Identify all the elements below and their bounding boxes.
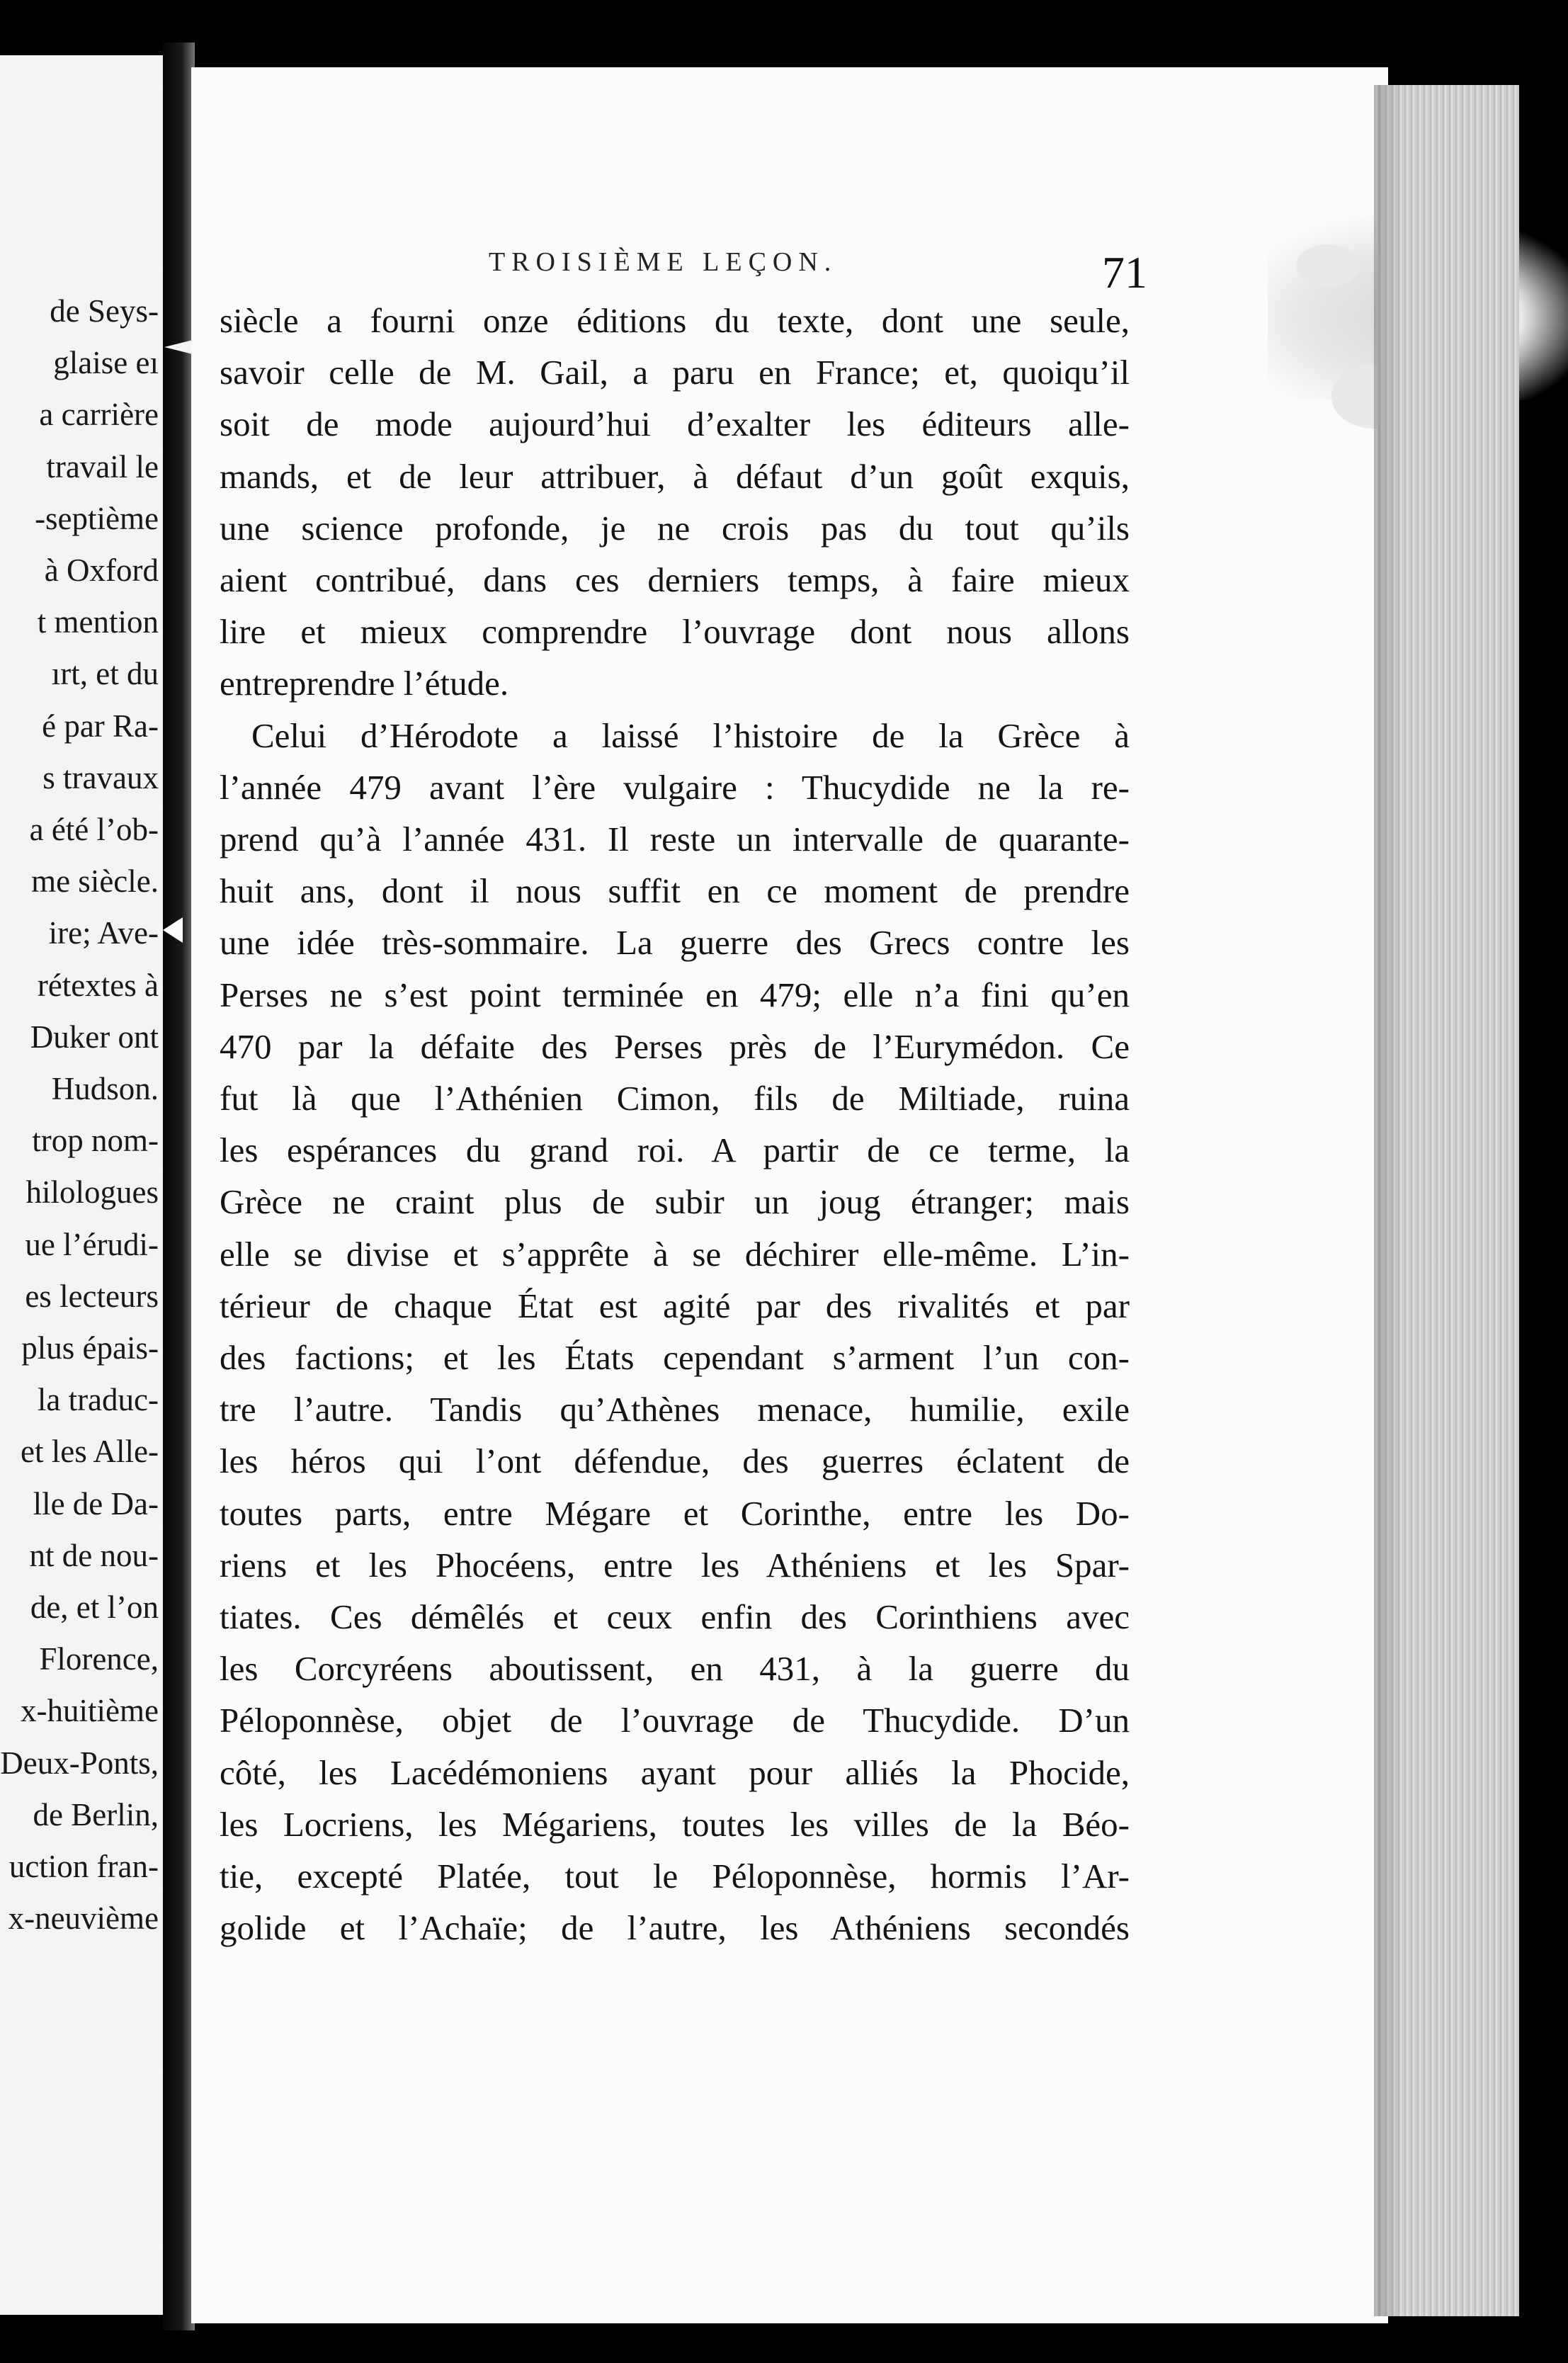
text-line: savoir celle de M. Gail, a paru en France; et, quoiqu’il <box>220 353 1130 392</box>
left-page-line: ire; Ave- <box>48 915 159 951</box>
text-line: une idée très-sommaire. La guerre des Grecs contre les <box>220 923 1130 963</box>
left-page-line: uction fran- <box>8 1849 159 1884</box>
text-line: elle se divise et s’apprête à se déchirer elle-même. L’in- <box>220 1234 1130 1274</box>
page-edges-shadow <box>1374 85 1402 2316</box>
text-line: aient contribué, dans ces derniers temps, à faire mieux <box>220 560 1130 599</box>
left-page-line: Florence, <box>39 1641 159 1677</box>
left-page-line: glaise eı <box>53 345 159 381</box>
torn-paper-mark <box>163 917 183 943</box>
left-page-line: s travaux <box>42 759 159 795</box>
text-line: siècle a fourni onze éditions du texte, dont une seule, <box>220 301 1130 340</box>
left-page-line: es lecteurs <box>25 1278 159 1314</box>
left-page-line: Deux-Ponts, <box>0 1745 159 1781</box>
text-line: huit ans, dont il nous suffit en ce moment de prendre <box>220 871 1130 911</box>
text-line: riens et les Phocéens, entre les Athéniens et les Spar- <box>220 1545 1130 1585</box>
text-line: toutes parts, entre Mégare et Corinthe, entre les Do- <box>220 1493 1130 1533</box>
left-page-line: plus épais- <box>21 1330 159 1366</box>
text-line: soit de mode aujourd’hui d’exalter les éditeurs alle- <box>220 404 1130 444</box>
left-page-line: travail le <box>46 448 159 484</box>
paper-speck <box>1296 244 1360 287</box>
left-page-line: t mention <box>37 604 159 640</box>
left-page-line: la traduc- <box>37 1382 159 1418</box>
left-page-line: nt de nou- <box>29 1537 159 1573</box>
left-page-line: x-huitième <box>21 1693 159 1729</box>
page-number: 71 <box>1102 247 1147 298</box>
text-line: entreprendre l’étude. <box>220 664 509 703</box>
text-line: l’année 479 avant l’ère vulgaire : Thucydide ne la re- <box>220 767 1130 807</box>
text-line: fut là que l’Athénien Cimon, fils de Miltiade, ruina <box>220 1079 1130 1118</box>
left-page-line: rétextes à <box>37 967 159 1003</box>
text-line: les Corcyréens aboutissent, en 431, à la guerre du <box>220 1649 1130 1689</box>
text-line: lire et mieux comprendre l’ouvrage dont nous allons <box>220 612 1130 652</box>
text-line: des factions; et les États cependant s’arment l’un con- <box>220 1338 1130 1377</box>
text-line: les espérances du grand roi. A partir de ce terme, la <box>220 1130 1130 1170</box>
left-page-line: de Seys- <box>50 293 159 329</box>
left-page-line: de, et l’on <box>30 1590 159 1625</box>
left-page-line: ırt, et du <box>51 656 159 692</box>
text-line: prend qu’à l’année 431. Il reste un intervalle de quarante- <box>220 820 1130 858</box>
left-page-line: hilologues <box>25 1174 159 1211</box>
torn-paper-mark <box>164 340 193 354</box>
text-line: côté, les Lacédémoniens ayant pour alliés la Phocide, <box>220 1752 1130 1792</box>
left-page-line: x-neuvième <box>8 1900 159 1937</box>
left-page-line: ue l’érudi- <box>25 1226 159 1262</box>
left-facing-page <box>0 55 163 2315</box>
left-page-line: me siècle. <box>31 863 159 900</box>
left-page-line: a carrière <box>39 397 159 433</box>
text-line: Péloponnèse, objet de l’ouvrage de Thucydide. D’un <box>220 1701 1130 1740</box>
text-line: 470 par la défaite des Perses près de l’Eurymédon. Ce <box>220 1026 1130 1066</box>
left-page-line: à Oxford <box>44 552 159 588</box>
book-gutter <box>163 42 195 2330</box>
text-line: Grèce ne craint plus de subir un joug étranger; mais <box>220 1182 1130 1222</box>
text-line: golide et l’Achaïe; de l’autre, les Athéniens secondés <box>220 1908 1130 1948</box>
left-page-line: é par Ra- <box>42 708 159 744</box>
left-page-line: et les Alle- <box>21 1434 159 1470</box>
running-head: TROISIÈME LEÇON. <box>489 247 838 277</box>
left-page-line: -septième <box>35 500 159 536</box>
text-line: une science profonde, je ne crois pas du tout qu’ils <box>220 508 1130 548</box>
text-line: tiates. Ces démêlés et ceux enfin des Corinthiens avec <box>220 1597 1130 1636</box>
left-page-line: de Berlin, <box>33 1796 159 1832</box>
text-line: les Locriens, les Mégariens, toutes les villes de la Béo- <box>220 1804 1130 1844</box>
left-page-line: Hudson. <box>51 1071 159 1106</box>
text-line: tre l’autre. Tandis qu’Athènes menace, humilie, exile <box>220 1390 1130 1429</box>
text-line: tie, excepté Platée, tout le Péloponnèse, hormis l’Ar- <box>220 1857 1130 1896</box>
left-page-line: trop nom- <box>32 1123 159 1159</box>
text-line: térieur de chaque État est agité par des rivalités et par <box>220 1286 1130 1325</box>
left-page-line: a été l’ob- <box>29 812 159 847</box>
left-page-line: Duker ont <box>30 1019 159 1055</box>
text-line: les héros qui l’ont défendue, des guerres éclatent de <box>220 1441 1130 1481</box>
text-line: Celui d’Hérodote a laissé l’histoire de la Grèce à <box>251 715 1130 755</box>
left-page-line: lle de Da- <box>33 1485 159 1522</box>
text-line: mands, et de leur attribuer, à défaut d’un goût exquis, <box>220 456 1130 496</box>
text-line: Perses ne s’est point terminée en 479; elle n’a fini qu’en <box>220 975 1130 1014</box>
